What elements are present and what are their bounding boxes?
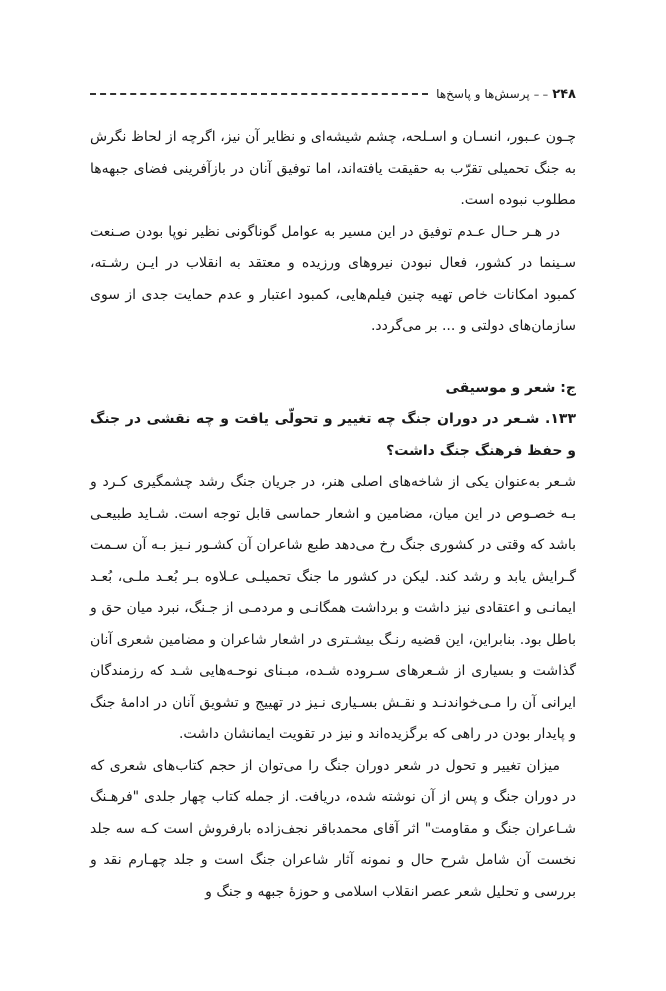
paragraph-1: چـون عـبور، انسـان و اسـلحه، چشم شیشه‌ای و نظایر آن نیز، اگرچه از لحاظ نگرش به جنگ تحمیلی تقرّب به حقیقت یافته‌اند، اما توفیق آنان در بازآفرینی فضای جبهه‌ها مطلوب نبوده است. (90, 129, 576, 208)
page-number: ۲۴۸ (552, 86, 576, 102)
paragraph-2: در هـر حـال عـدم توفیق در این مسیر به عوامل گوناگونی نظیر نوپا بودن صـنعت سـینما در کشور، فعال نبودن نیروهای ورزیده و معتقد به انقلاب در ایـن رشـته، کمبود امکانات خاص تهیه چنین فیلم‌هایی، کمبود اعتبار و عدم حمایت جدی از سوی سازمان‌های دولتی و ... بر می‌گردد. (90, 223, 576, 334)
running-head-title: پرسش‌ها و پاسخ‌ها (436, 87, 530, 101)
paragraph-3: شـعر به‌عنوان یکی از شاخه‌های اصلی هنر، در جریان جنگ رشد چشمگیری کـرد و بـه خصـوص در این میان، مضامین و اشعار حماسی قابل توجه است. شـاید طبیعـی باشد که وقتی در کشوری جنگ رخ می‌دهد طبع شاعران آن کشـور نـیز بـه آن سـمت گـرایش یابد و رشد کند. لیکن در کشور ما جنگ تحمیلـی عـلاوه بـر بُعـد ملـی، بُعـد ایمانـی و اعتقادی نیز داشت و برداشت همگانـی و مردمـی از جـنگ، نبرد میان حق و باطل بود. بنابراین، این قضیه رنـگ بیشـتری در اشعار شاعران و مضامین شعری آنان گذاشت و بسیاری از شـعرهای سـروده شـده، مبـنای نوحـه‌هایی شـد که رزمندگان ایرانی آن را مـی‌خواندنـد و نقـش بسـیاری نـیز در تهییج و تشویق آنان در ادامهٔ جنگ و پایدار بودن در راهی که برگزیده‌اند و نیز در تقویت ایمانشان داشت. (90, 474, 576, 742)
paragraph-4: میزان تغییر و تحول در شعر دوران جنگ را می‌توان از حجم کتاب‌های شعری که در دوران جنگ و پس از آن نوشته شده، دریافت. از جمله کتاب چهار جلدی "فرهـنگ شـاعران جنگ و مقاومت" اثر آقای محمدباقر نجف‌زاده بارفروش است کـه سه جلد نخست آن شامل شرح حال و نمونه آثار شاعران جنگ است و جلد چهـارم نقد و بررسی و تحلیل شعر عصر انقلاب اسلامی و حوزهٔ جبهه و جنگ و (90, 757, 576, 900)
section-heading: ج: شعر و موسیقی (445, 379, 576, 396)
running-head-rule (90, 93, 428, 95)
question-heading: ۱۳۳. شـعر در دوران جنگ چه تغییر و تحولّی یافت و چه نقشی در جنگ و حفظ فرهنگ جنگ داشت؟ (90, 411, 576, 459)
page-body (90, 122, 576, 908)
running-head (90, 84, 576, 104)
running-head-separator: – – (533, 87, 549, 101)
